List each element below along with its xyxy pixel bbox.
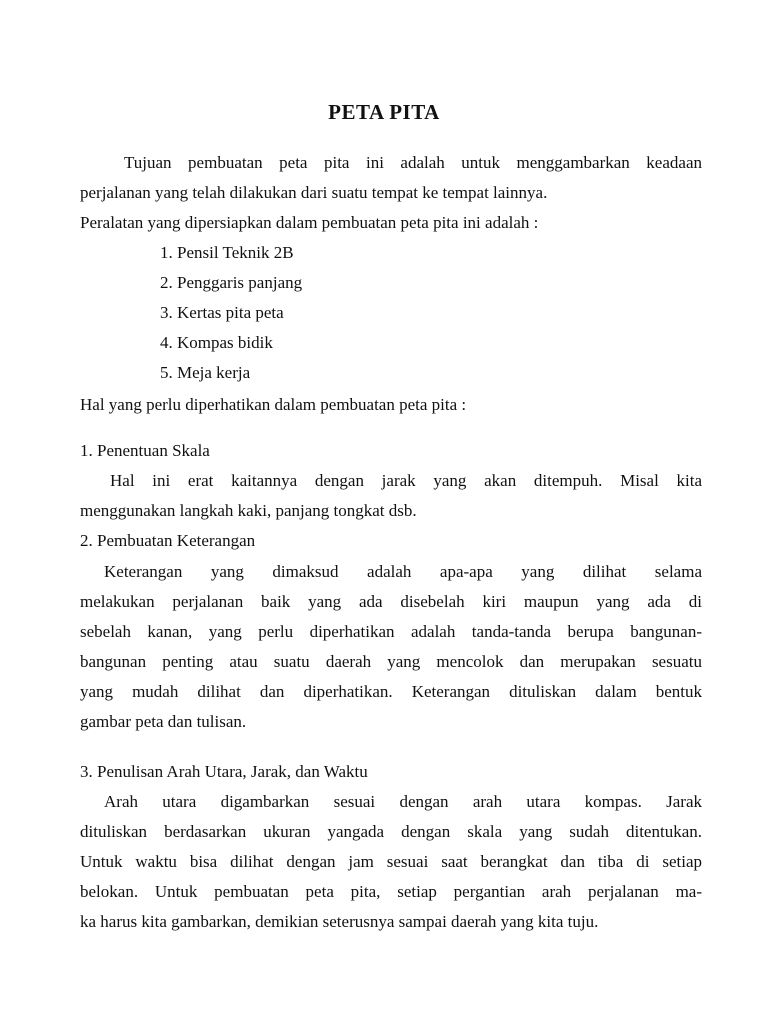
section-line: yang mudah dilihat dan diperhatikan. Keterangan dituliskan dalam bentuk	[80, 682, 702, 701]
tool-item: 3. Kertas pita peta	[160, 303, 284, 322]
notes-heading: Hal yang perlu diperhatikan dalam pembuatan peta pita :	[80, 395, 467, 414]
section-line: Untuk waktu bisa dilihat dengan jam sesuai saat berangkat dan tiba di setiap	[80, 852, 702, 871]
section-line: Keterangan yang dimaksud adalah apa-apa yang dilihat selama	[104, 562, 702, 581]
section-line: menggunakan langkah kaki, panjang tongkat dsb.	[80, 501, 417, 520]
section-line: melakukan perjalanan baik yang ada disebelah kiri maupun yang ada di	[80, 592, 702, 611]
intro-line-1: Tujuan pembuatan peta pita ini adalah untuk menggambarkan keadaan	[124, 153, 702, 172]
page-title: PETA PITA	[328, 100, 440, 124]
section-line: gambar peta dan tulisan.	[80, 712, 247, 731]
section-line: ka harus kita gambarkan, demikian seterusnya sampai daerah yang kita tuju.	[80, 912, 599, 931]
section-line: belokan. Untuk pembuatan peta pita, setiap pergantian arah perjalanan ma-	[80, 882, 702, 901]
intro-line-3: Peralatan yang dipersiapkan dalam pembuatan peta pita ini adalah :	[80, 213, 539, 232]
section-heading: 2. Pembuatan Keterangan	[80, 531, 256, 550]
section-line: Hal ini erat kaitannya dengan jarak yang akan ditempuh. Misal kita	[110, 471, 702, 490]
section-line: bangunan penting atau suatu daerah yang mencolok dan merupakan sesuatu	[80, 652, 702, 671]
tool-item: 2. Penggaris panjang	[160, 273, 303, 292]
section-line: sebelah kanan, yang perlu diperhatikan adalah tanda-tanda berupa bangunan-	[80, 622, 702, 641]
tool-item: 1. Pensil Teknik 2B	[160, 243, 294, 262]
intro-line-2: perjalanan yang telah dilakukan dari suatu tempat ke tempat lainnya.	[80, 183, 548, 202]
section-line: dituliskan berdasarkan ukuran yangada dengan skala yang sudah ditentukan.	[80, 822, 702, 841]
section-heading: 3. Penulisan Arah Utara, Jarak, dan Waktu	[80, 762, 368, 781]
tool-item: 4. Kompas bidik	[160, 333, 273, 352]
section-heading: 1. Penentuan Skala	[80, 441, 210, 460]
section-line: Arah utara digambarkan sesuai dengan arah utara kompas. Jarak	[104, 792, 702, 811]
tool-item: 5. Meja kerja	[160, 363, 251, 382]
